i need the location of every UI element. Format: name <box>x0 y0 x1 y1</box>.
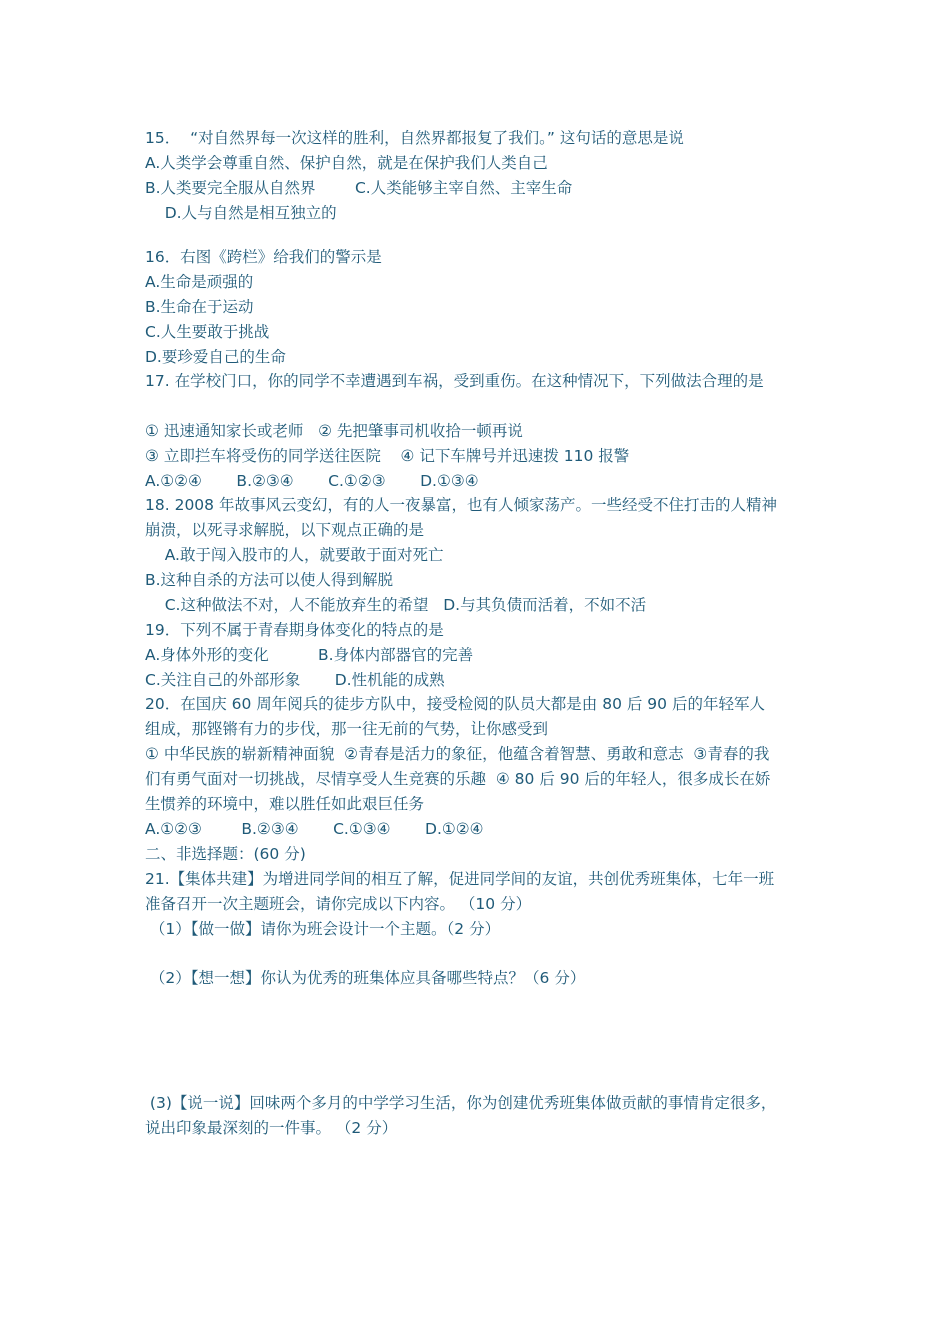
q16-stem: 16．右图《跨栏》给我们的警示是 <box>145 248 382 266</box>
q20-stem-line2: 组成，那铿锵有力的步伐，那一往无前的气势，让你感受到 <box>145 720 549 738</box>
q16-option-a: A.生命是顽强的 <box>145 273 254 291</box>
q21-part2: （2）【想一想】你认为优秀的班集体应具备哪些特点？（6 分） <box>145 969 586 987</box>
q16-option-d: D.要珍爱自己的生命 <box>145 348 286 366</box>
q17-options: A.①②④ B.②③④ C.①②③ D.①③④ <box>145 472 479 490</box>
q21-part1: （1）【做一做】请你为班会设计一个主题。（2 分） <box>145 920 501 938</box>
q21-stem-line1: 21.【集体共建】为增进同学间的相互了解，促进同学间的友谊，共创优秀班集体，七年一班 <box>145 870 775 888</box>
q20-choices-line1: ① 中华民族的崭新精神面貌 ②青春是活力的象征，他蕴含着智慧、勇敢和意志 ③青春的我 <box>145 745 770 763</box>
q17-choices-1-2: ① 迅速通知家长或老师 ② 先把肇事司机收拾一顿再说 <box>145 422 523 440</box>
section-heading-nonchoice: 二、非选择题：(60 分) <box>145 845 306 863</box>
q19-option-c-d: C.关注自己的外部形象 D.性机能的成熟 <box>145 671 445 689</box>
q21-stem-line2: 准备召开一次主题班会，请你完成以下内容。 （10 分） <box>145 895 532 913</box>
q15-stem: 15． “对自然界每一次这样的胜利，自然界都报复了我们。” 这句话的意思是说 <box>145 129 684 147</box>
q19-stem: 19．下列不属于青春期身体变化的特点的是 <box>145 621 444 639</box>
q18-stem-line1: 18. 2008 年故事风云变幻，有的人一夜暴富，也有人倾家荡产。一些经受不住打击的人精神 <box>145 496 777 514</box>
q18-stem-line2: 崩溃，以死寻求解脱，以下观点正确的是 <box>145 521 425 539</box>
q15-option-a: A.人类学会尊重自然、保护自然，就是在保护我们人类自己 <box>145 154 548 172</box>
q21-part3-line2: 说出印象最深刻的一件事。 （2 分） <box>145 1119 398 1137</box>
q19-option-a-b: A.身体外形的变化 B.身体内部器官的完善 <box>145 646 474 664</box>
q17-choices-3-4: ③ 立即拦车将受伤的同学送往医院 ④ 记下车牌号并迅速拨 110 报警 <box>145 447 630 465</box>
q17-stem: 17. 在学校门口，你的同学不幸遭遇到车祸，受到重伤。在这种情况下，下列做法合理的是 <box>145 372 764 390</box>
q18-option-b: B.这种自杀的方法可以使人得到解脱 <box>145 571 394 589</box>
q20-stem-line1: 20．在国庆 60 周年阅兵的徒步方队中，接受检阅的队员大都是由 80 后 90 后的年轻军人 <box>145 695 765 713</box>
q15-option-b-c: B.人类要完全服从自然界 C.人类能够主宰自然、主宰生命 <box>145 179 573 197</box>
q20-choices-line2: 们有勇气面对一切挑战，尽情享受人生竞赛的乐趣 ④ 80 后 90 后的年轻人，很多成长在娇 <box>145 770 771 788</box>
q18-option-a: A.敢于闯入股市的人，就要敢于面对死亡 <box>145 546 444 564</box>
q21-part3-line1: (3)【说一说】回味两个多月的中学学习生活，你为创建优秀班集体做贡献的事情肯定很多， <box>145 1094 777 1112</box>
q20-choices-line3: 生惯养的环境中，难以胜任如此艰巨任务 <box>145 795 425 813</box>
q20-options: A.①②③ B.②③④ C.①③④ D.①②④ <box>145 820 484 838</box>
q16-option-b: B.生命在于运动 <box>145 298 254 316</box>
q16-option-c: C.人生要敢于挑战 <box>145 323 270 341</box>
q18-option-c-d: C.这种做法不对，人不能放弃生的希望 D.与其负债而活着，不如不活 <box>145 596 647 614</box>
q15-option-d: D.人与自然是相互独立的 <box>145 204 337 222</box>
